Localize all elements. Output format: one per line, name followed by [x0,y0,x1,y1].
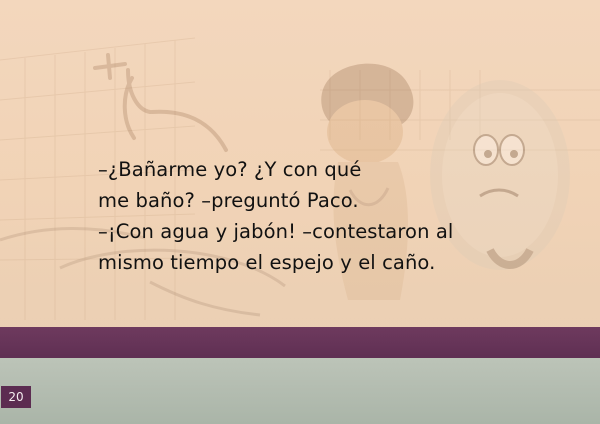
footer-area [0,358,600,424]
page-number: 20 [8,390,24,404]
story-line: me baño? –preguntó Paco. [98,189,359,212]
purple-band [0,327,600,359]
page-number-badge [1,386,31,408]
story-line: mismo tiempo el espejo y el caño. [98,251,436,274]
story-text [98,154,518,278]
story-line: –¿Bañarme yo? ¿Y con qué [98,158,362,181]
story-line: –¡Con agua y jabón! –contestaron al [98,220,454,243]
